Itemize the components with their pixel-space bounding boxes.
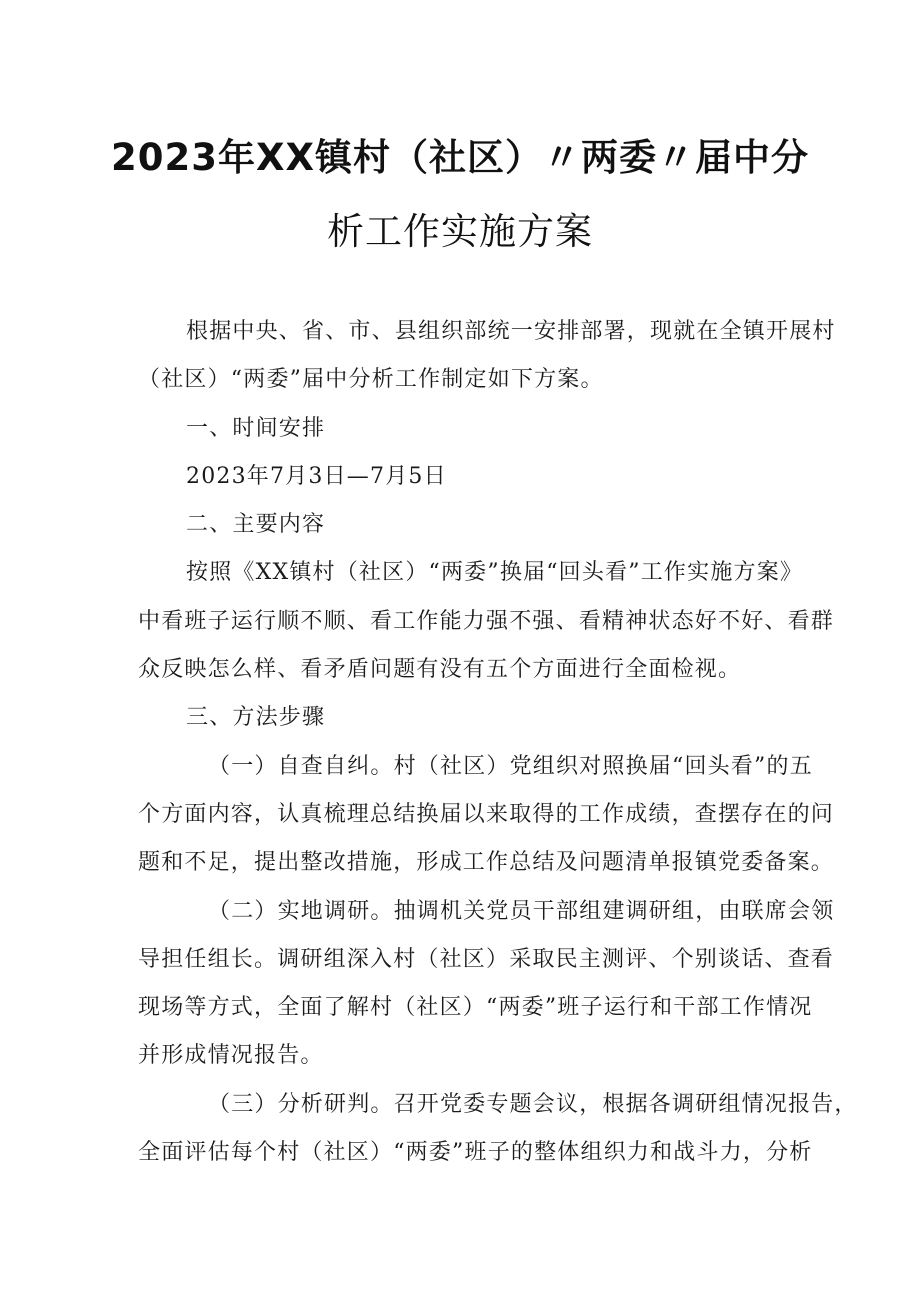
- section-2-line-2: 中看班子运行顺不顺、看工作能力强不强、看精神状态好不好、看群: [138, 609, 835, 634]
- section-3-heading: 三、方法步骤: [186, 705, 326, 730]
- step-2-line-2: 导担任组长。调研组深入村（社区）采取民主测评、个别谈话、查看: [138, 947, 835, 972]
- document-title-line-1: 2023年XX镇村（社区）〃两委〃届中分: [110, 136, 810, 179]
- step-2-line-1: （二）实地调研。抽调机关党员干部组建调研组，由联席会领: [208, 899, 835, 924]
- step-3-line-1: （三）分析研判。召开党委专题会议，根据各调研组情况报告，: [208, 1092, 858, 1117]
- intro-line-1: 根据中央、省、市、县组织部统一安排部署，现就在全镇开展村: [186, 319, 836, 344]
- step-1-line-2: 个方面内容，认真梳理总结换届以来取得的工作成绩，查摆存在的问: [138, 802, 835, 827]
- document-title-line-2: 析工作实施方案: [327, 210, 593, 253]
- step-2-line-4: 并形成情况报告。: [138, 1043, 324, 1068]
- section-2-heading: 二、主要内容: [186, 512, 326, 537]
- step-3-line-2: 全面评估每个村（社区）“两委”班子的整体组织力和战斗力，分析: [138, 1140, 813, 1165]
- step-1-line-3: 题和不足，提出整改措施，形成工作总结及问题清单报镇党委备案。: [138, 850, 835, 875]
- intro-line-2: （社区）“两委”届中分析工作制定如下方案。: [138, 367, 604, 392]
- section-1-body: 2023年7月3日—7月5日: [186, 464, 447, 489]
- step-1-line-1: （一）自查自纠。村（社区）党组织对照换届“回头看”的五: [208, 754, 813, 779]
- step-2-line-3: 现场等方式，全面了解村（社区）“两委”班子运行和干部工作情况: [138, 995, 813, 1020]
- section-1-heading: 一、时间安排: [186, 416, 326, 441]
- section-2-line-3: 众反映怎么样、看矛盾问题有没有五个方面进行全面检视。: [138, 657, 742, 682]
- section-2-line-1: 按照《XX镇村（社区）“两委”换届“回头看”工作实施方案》: [186, 560, 804, 585]
